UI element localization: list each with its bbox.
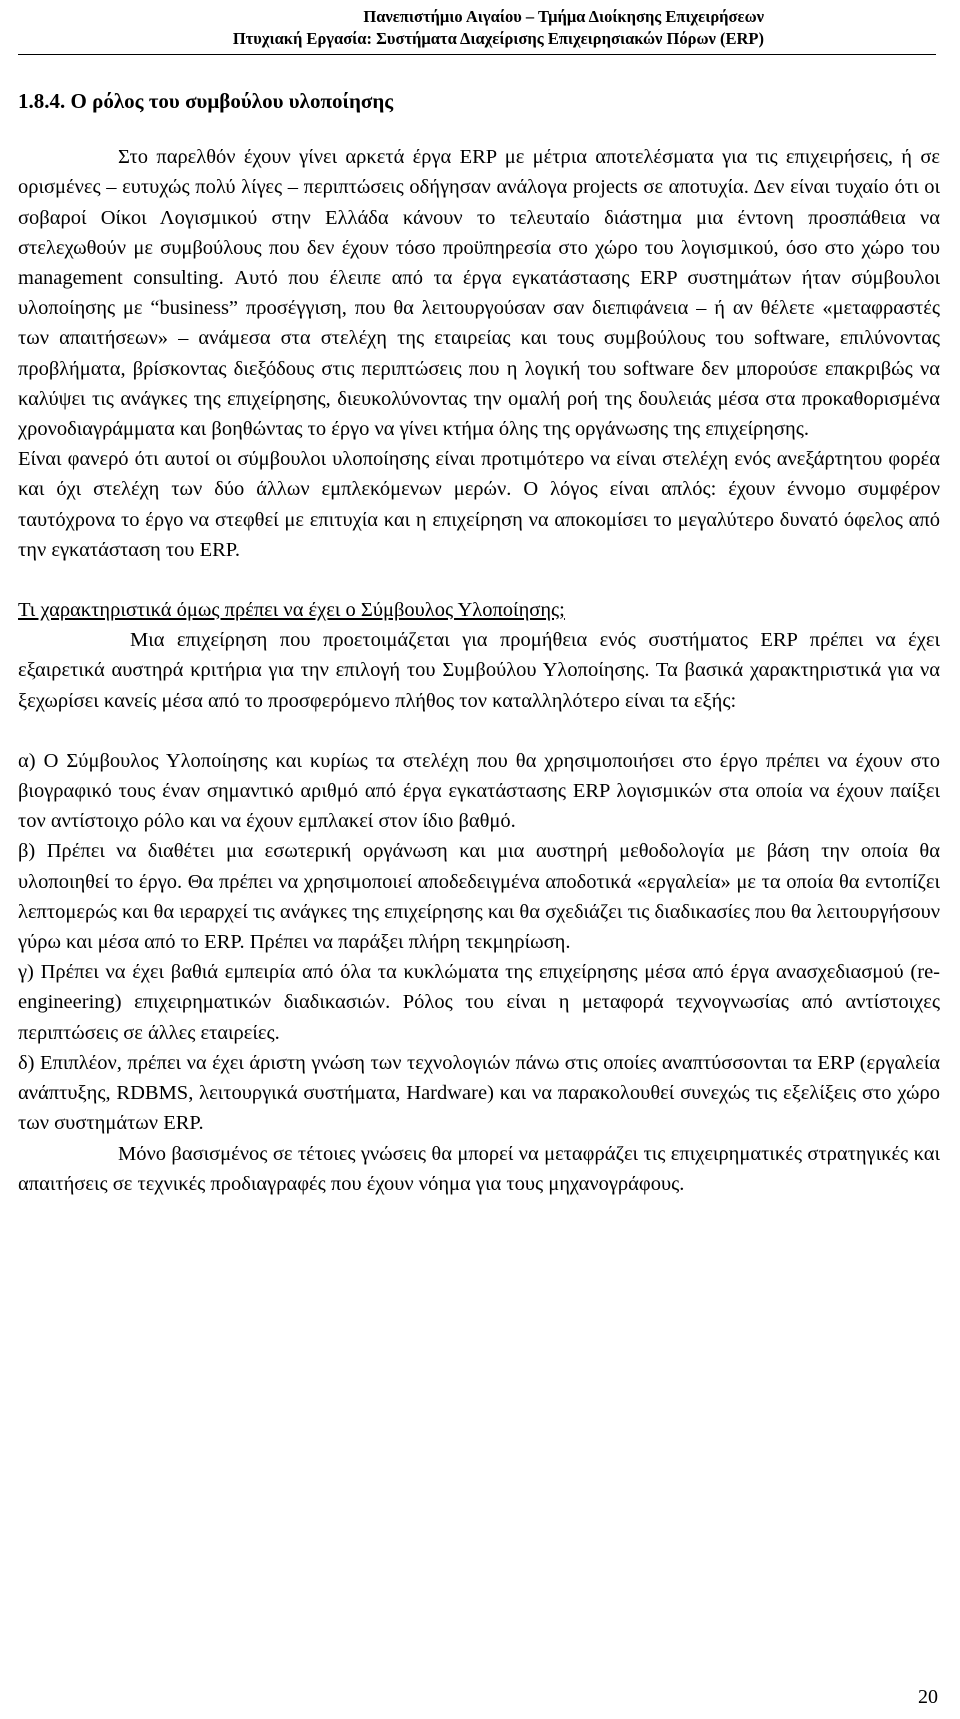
page-number: 20 (918, 1686, 938, 1708)
page-header (24, 6, 764, 50)
paragraph-criteria: Μια επιχείρηση που προετοιμάζεται για προμήθεια ενός συστήματος ERP πρέπει να έχει εξαιρετικά αυστηρά κριτήρια για την επιλογή του Συμβούλου Υλοποίησης. Τα βασικά χαρακτηριστικά για να ξεχωρίσει κανείς μέσα από το προσφερόμενο πλήθος τον καταλληλότερο είναι τα εξής: (18, 629, 940, 712)
paragraph-intro: Στο παρελθόν έχουν γίνει αρκετά έργα ERP με μέτρια αποτελέσματα για τις επιχειρήσεις, ή σε ορισμένες – ευτυχώς πολύ λίγες – περιπτώσεις οδήγησαν ανάλογα projects σε αποτυχία. Δεν είναι τυχαίο ότι οι σοβαροί Οίκοι Λογισμικού στην Ελλάδα κάνουν το τελευταίο διάστημα μια έντονη προσπάθεια να στελεχωθούν με συμβούλους που δεν έχουν τόσο προϋπηρεσία στο χώρο του λογισμικού, όσο στο χώρο του management consulting. Αυτό που έλειπε από τα έργα εγκατάστασης ERP συστημάτων ήταν σύμβουλοι υλοποίησης με “business” προσέγγιση, που θα λειτουργούσαν σαν διεπιφάνεια – ή αν θέλετε «μεταφραστές των απαιτήσεων» – ανάμεσα στα στελέχη της εταιρείας και τους συμβούλους του software, επιλύνοντας προβλήματα, βρίσκοντας διεξόδους στις περιπτώσεις που η λογική του software δεν μπορούσε επακριβώς να καλύψει τις ανάγκες της επιχείρησης, διευκολύνοντας την ομαλή ροή της δουλειάς μέσα στα προκαθορισμένα χρονοδιαγράμματα και βοηθώντας το έργο να γίνει κτήμα όλης της οργάνωσης της επιχείρησης. (18, 146, 940, 441)
paragraph-gap (18, 716, 940, 746)
header-university: Πανεπιστήμιο Αιγαίου – Τμήμα Διοίκησης Επιχειρήσεων (363, 7, 764, 26)
header-thesis-title: Πτυχιακή Εργασία: Συστήματα Διαχείρισης Επιχειρησιακών Πόρων (ERP) (232, 29, 764, 48)
paragraph-conclusion: Μόνο βασισμένος σε τέτοιες γνώσεις θα μπορεί να μεταφράζει τις επιχειρηματικές στρατηγικές και απαιτήσεις σε τεχνικές προδιαγραφές που έχουν νόημα για τους μηχανογράφους. (18, 1142, 940, 1195)
document-body (18, 86, 940, 1199)
paragraph-gap (18, 565, 940, 595)
subheading-characteristics: Τι χαρακτηριστικά όμως πρέπει να έχει ο Σύμβουλος Υλοποίησης; (18, 599, 565, 622)
list-item-a: α) Ο Σύμβουλος Υλοποίησης και κυρίως τα στελέχη που θα χρησιμοποιήσει στο έργο πρέπει να έχουν στο βιογραφικό τους έναν σημαντικό αριθμό από έργα εγκατάστασης ERP λογισμικών στα οποία να έχουν παίξει τον αντίστοιχο ρόλο και να έχουν εμπλακεί στον ίδιο βαθμό. (18, 749, 940, 833)
list-item-d: δ) Επιπλέον, πρέπει να έχει άριστη γνώση των τεχνολογιών πάνω στις οποίες αναπτύσσονται τα ERP (εργαλεία ανάπτυξης, RDBMS, λειτουργικά συστήματα, Hardware) και να παρακολουθεί συνεχώς τις εξελίξεις στο χώρο των συστημάτων ERP. (18, 1051, 940, 1135)
list-item-c: γ) Πρέπει να έχει βαθιά εμπειρία από όλα τα κυκλώματα της επιχείρησης μέσα από έργα ανασχεδιασμού (re-engineering) επιχειρηματικών διαδικασιών. Ρόλος του είναι η μεταφορά τεχνογνωσίας από αντίστοιχες περιπτώσεις σε άλλες εταιρείες. (18, 961, 940, 1044)
header-divider (18, 54, 936, 55)
list-item-b: β) Πρέπει να διαθέτει μια εσωτερική οργάνωση και μια αυστηρή μεθοδολογία με βάση την οποία θα υλοποιηθεί το έργο. Θα πρέπει να χρησιμοποιεί αποδεδειγμένα αποδοτικά «εργαλεία» με τα οποία θα εντοπίζει λεπτομερώς και θα ιεραρχεί τις ανάγκες της επιχείρησης και θα σχεδιάζει τις διαδικασίες που θα λειτουργήσουν γύρω και μέσα από το ERP. Πρέπει να παράξει πλήρη τεκμηρίωση. (18, 840, 940, 954)
paragraph-independent-consultants: Είναι φανερό ότι αυτοί οι σύμβουλοι υλοποίησης είναι προτιμότερο να είναι στελέχη ενός ανεξάρτητου φορέα και όχι στελέχη των δύο άλλων εμπλεκόμενων μερών. Ο λόγος είναι απλός: έχουν έννομο συμφέρον ταυτόχρονα το έργο να στεφθεί με επιτυχία και η επιχείρηση να αποκομίσει το μεγαλύτερο δυνατό όφελος από την εγκατάσταση του ERP. (18, 448, 940, 561)
section-title: 1.8.4. Ο ρόλος του συμβούλου υλοποίησης (18, 89, 394, 113)
